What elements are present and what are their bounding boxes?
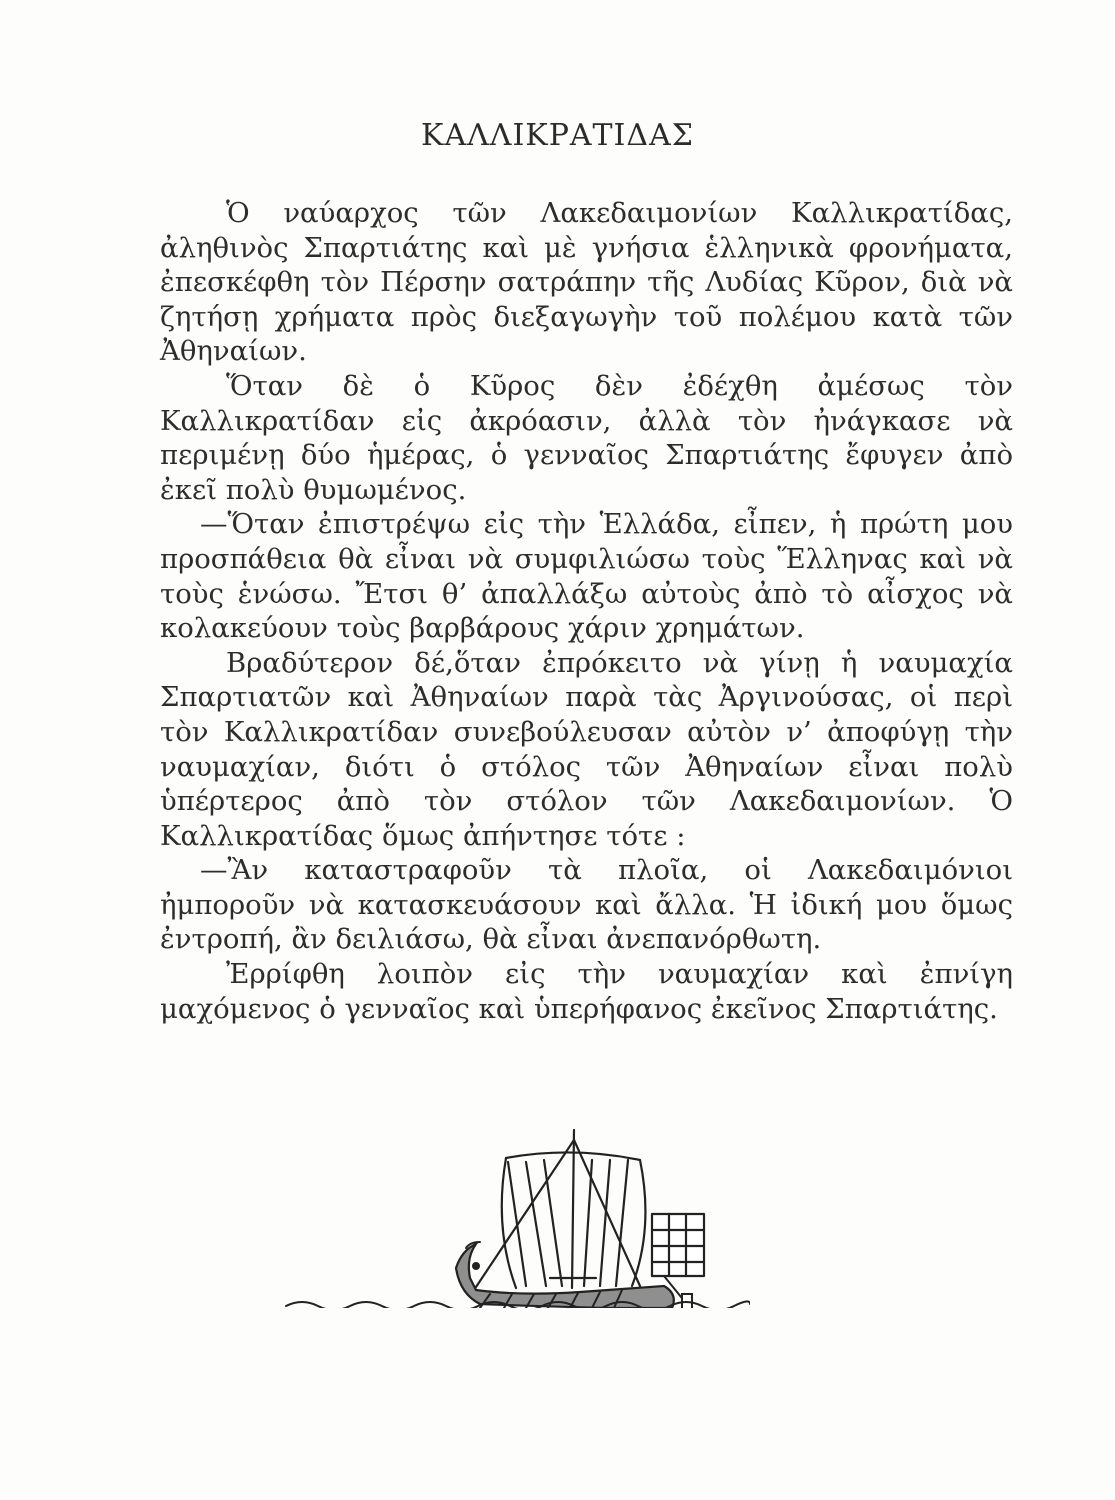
paragraph-1: Ὁ ναύαρχος τῶν Λακεδαιμονίων Καλλικρατίδας, ἀληθινὸς Σπαρτιάτης καὶ μὲ γνήσια ἑλληνικὰ φρονήματα, ἐπεσκέφθη τὸν Πέρσην σατράπην τῆς Λυδίας Κῦρον, διὰ νὰ ζητήσῃ χρήματα πρὸς διεξαγωγὴν τοῦ πολέμου κατὰ τῶν Ἀθηναίων. <box>160 197 1013 368</box>
trireme-illustration <box>280 1118 750 1308</box>
paragraph-4: Βραδύτερον δέ,ὅταν ἐπρόκειτο νὰ γίνῃ ἡ ναυμαχία Σπαρτιατῶν καὶ Ἀθηναίων παρὰ τὰς Ἀργινούσας, οἱ περὶ τὸν Καλλικρατίδαν συνεβούλευσαν αὐτὸν ν’ ἀποφύγῃ τὴν ναυμαχίαν, διότι ὁ στόλος τῶν Ἀθηναίων εἶναι πολὺ ὑπέρτερος ἀπὸ τὸν στόλον τῶν Λακεδαιμονίων. Ὁ Καλλικρατίδας ὅμως ἀπήντησε τότε : <box>160 646 1013 852</box>
body-text <box>160 196 1013 1026</box>
mast <box>572 1130 574 1288</box>
paragraph-2: Ὅταν δὲ ὁ Κῦρος δὲν ἐδέχθη ἀμέσως τὸν Καλλικρατίδαν εἰς ἀκρόασιν, ἀλλὰ τὸν ἠνάγκασε νὰ περιμένῃ δύο ἡμέρας, ὁ γενναῖος Σπαρτιάτης ἔφυγεν ἀπὸ ἐκεῖ πολὺ θυμωμένος. <box>160 369 1013 506</box>
paragraph-6: Ἐρρίφθη λοιπὸν εἰς τὴν ναυμαχίαν καὶ ἐπνίγη μαχόμενος ὁ γενναῖος καὶ ὑπερήφανος ἐκεῖνος Σπαρτιάτης. <box>160 958 1013 1025</box>
page-title: ΚΑΛΛΙΚΡΑΤΙΔΑΣ <box>421 118 694 153</box>
paragraph-5-dialogue: —Ἂν καταστραφοῦν τὰ πλοῖα, οἱ Λακεδαιμόνιοι ἠμποροῦν νὰ κατασκευάσουν καὶ ἄλλα. Ἡ ἰδική μου ὅμως ἐντροπή, ἂν δειλιάσω, θὰ εἶναι ἀνεπανόρθωτη. <box>160 854 1013 956</box>
paragraph-3-dialogue: —Ὅταν ἐπιστρέψω εἰς τὴν Ἑλλάδα, εἶπεν, ἡ πρώτη μου προσπάθεια θὰ εἶναι νὰ συμφιλιώσω τοὺς Ἕλληνας καὶ νὰ τοὺς ἑνώσω. Ἔτσι θ’ ἀπαλλάξω αὐτοὺς ἀπὸ τὸ αἶσχος νὰ κολακεύουν τοὺς βαρβάρους χάριν χρημάτων. <box>160 508 1013 645</box>
rigging <box>470 1140 574 1296</box>
